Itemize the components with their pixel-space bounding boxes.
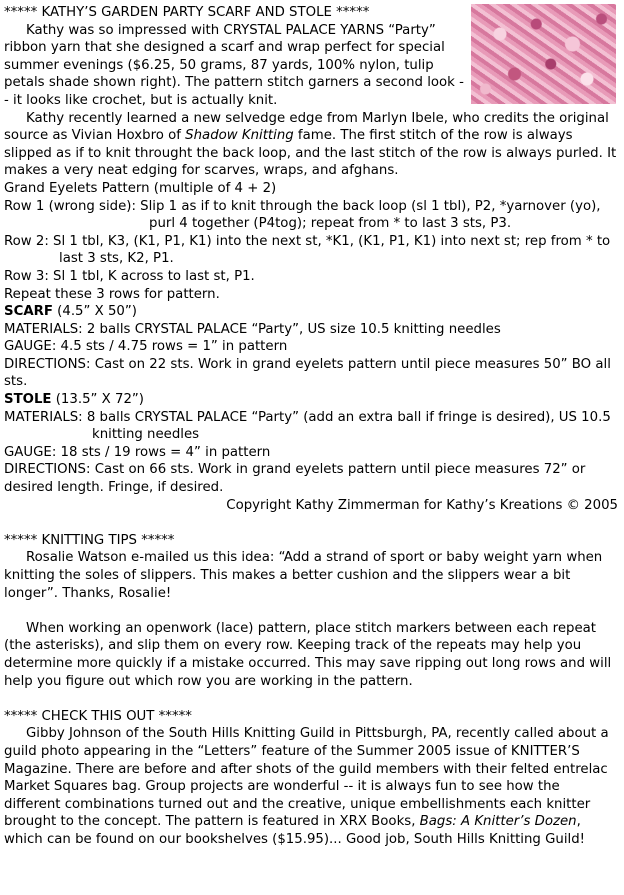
scarf-size: (4.5” X 50”) xyxy=(52,304,137,320)
pattern-title: Grand Eyelets Pattern (multiple of 4 + 2) xyxy=(4,180,277,196)
stole-directions: DIRECTIONS: Cast on 66 sts. Work in grand eyelets pattern until piece measures 72” or desired length. Fringe, if desired. xyxy=(4,462,586,496)
check-text-a: Gibby Johnson of the South Hills Knitting Guild in Pittsburgh, PA, recently called about a guild photo appearing in the “Letters” feature of the Summer 2005 issue of KNITTER’S Magazine. There are before and after shots of the guild members with their felted entrelac Market Squares bag. Group projects are wonderful -- it is always fun to see how the different combinations turned out and the creative, unique embellishments each knitter brought to the concept. The pattern is featured in XRX Books, xyxy=(4,726,609,830)
tips-paragraph-1: Rosalie Watson e-mailed us this idea: “Add a strand of sport or baby weight yarn when knitting the soles of slippers. This makes a better cushion and the slippers wear a bit longer”. Thanks, Rosalie! xyxy=(4,550,603,601)
scarf-heading xyxy=(4,303,618,321)
selvedge-text-b: fame. The first stitch of the row is always slipped as if to knit throught the back loop, and the last stitch of the row is always purled. It makes a very neat edging for scarves, wraps, and afghans. xyxy=(4,128,617,179)
check-heading: ***** CHECK THIS OUT ***** xyxy=(4,708,192,724)
pattern-repeat: Repeat these 3 rows for pattern. xyxy=(4,286,220,302)
stole-size: (13.5” X 72”) xyxy=(51,392,144,408)
check-paragraph xyxy=(4,725,618,848)
stole-label: STOLE xyxy=(4,392,52,408)
pattern-row-1: Row 1 (wrong side): Slip 1 as if to knit through the back loop (sl 1 tbl), P2, *yarnover (yo), purl 4 together (P4tog); repeat from * to last 3 sts, P3. xyxy=(4,198,601,232)
selvedge-paragraph xyxy=(4,110,618,180)
intro-paragraph: Kathy was so impressed with CRYSTAL PALACE YARNS “Party” ribbon yarn that she designed a scarf and wrap perfect for special summer evenings ($6.25, 50 grams, 87 yards, 100% nylon, tulip petals shade shown right). The pattern stitch garners a second look -- it looks like crochet, but is actually knit. xyxy=(4,22,464,108)
pattern-row-2: Row 2: Sl 1 tbl, K3, (K1, P1, K1) into the next st, *K1, (K1, P1, K1) into next st; rep from * to last 3 sts, K2, P1. xyxy=(4,233,611,267)
tips-paragraph-2: When working an openwork (lace) pattern, place stitch markers between each repeat (the asterisks), and slip them on every row. Keeping track of the repeats may help you determine more quickly if a mistake occurred. This may save ripping out long rows and will help you figure out which row you are working in the pattern. xyxy=(4,620,612,689)
scarf-directions: DIRECTIONS: Cast on 22 sts. Work in grand eyelets pattern until piece measures 50” BO all sts. xyxy=(4,356,611,390)
tips-heading: ***** KNITTING TIPS ***** xyxy=(4,532,175,548)
yarn-swatch-photo xyxy=(471,4,616,104)
newsletter-page xyxy=(4,4,618,849)
copyright-line: Copyright Kathy Zimmerman for Kathy’s Kreations © 2005 xyxy=(226,497,618,513)
selvedge-text-a: Kathy recently learned a new selvedge edge from Marlyn Ibele, who credits the original source as Vivian Hoxbro of xyxy=(4,110,609,144)
scarf-materials: MATERIALS: 2 balls CRYSTAL PALACE “Party”, US size 10.5 knitting needles xyxy=(4,321,501,337)
stole-heading xyxy=(4,391,618,409)
article-heading: ***** KATHY’S GARDEN PARTY SCARF AND STOLE ***** xyxy=(4,5,370,20)
pattern-row-3: Row 3: Sl 1 tbl, K across to last st, P1. xyxy=(4,268,255,284)
check-text-b: , which can be found on our bookshelves ($15.95)... Good job, South Hills Knitting Guild! xyxy=(4,814,585,847)
scarf-gauge: GAUGE: 4.5 sts / 4.75 rows = 1” in pattern xyxy=(4,339,288,355)
book-title-bags: Bags: A Knitter’s Dozen xyxy=(419,814,577,830)
scarf-label: SCARF xyxy=(4,304,53,320)
stole-materials: MATERIALS: 8 balls CRYSTAL PALACE “Party” (add an extra ball if fringe is desired), US 10.5 knitting needles xyxy=(4,409,611,443)
stole-gauge: GAUGE: 18 sts / 19 rows = 4” in pattern xyxy=(4,444,271,460)
book-title-shadow-knitting: Shadow Knitting xyxy=(185,128,294,144)
